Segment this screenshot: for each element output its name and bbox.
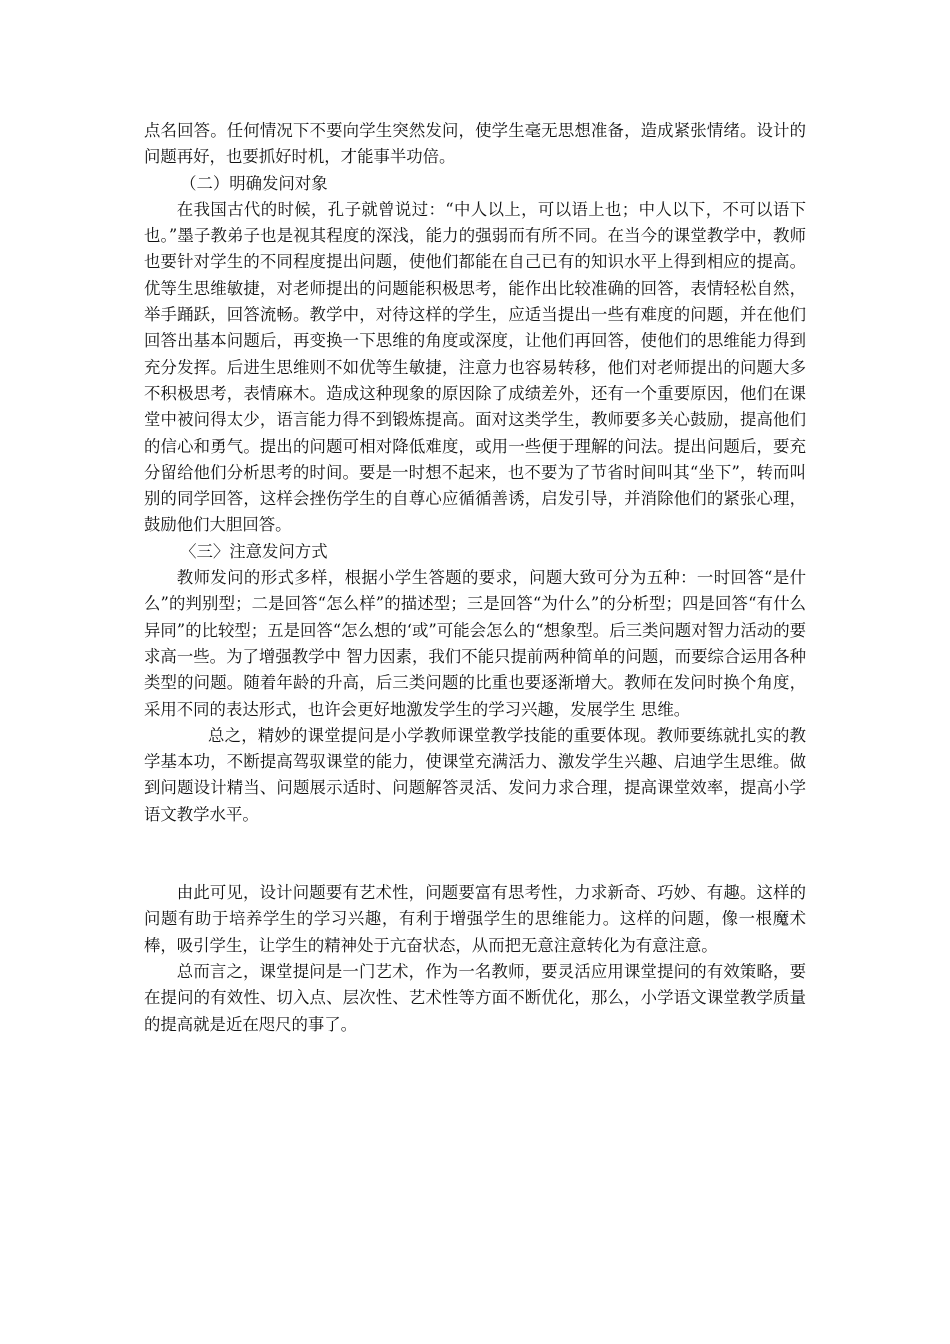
paragraph-summary: 总之，精妙的课堂提问是小学教师课堂教学技能的重要体现。教师要练就扎实的教学基本功，不断提高驾驭课堂的能力，使课堂充满活力、激发学生兴趣、启迪学生思维。做到问题设计精当、问题展示适时、问题解答灵活、发问力求合理，提高课堂效率，提高小学语文教学水平。 — [144, 725, 806, 824]
paragraph-question-target: 在我国古代的时候，孔子就曾说过：“中人以上，可以语上也；中人以下，不可以语下也。”墨子教弟子也是视其程度的深浅，能力的强弱而有所不同。在当今的课堂教学中，教师也要针对学生的不同程度提出问题，使他们都能在自己已有的知识水平上得到相应的提高。优等生思维敏捷，对老师提出的问题能积极思考，能作出比较准确的回答，表情轻松自然，举手踊跃，回答流畅。教学中，对待这样的学生，应适当提出一些有难度的问题，并在他们回答出基本问题后，再变换一下思维的角度或深度，让他们再回答，使他们的思维能力得到充分发挥。后进生思维则不如优等生敏捷，注意力也容易转移，他们对老师提出的问题大多不积极思考，表情麻木。造成这种现象的原因除了成绩差外，还有一个重要原因，他们在课堂中被问得太少，语言能力得不到锻炼提高。面对这类学生，教师要多关心鼓励，提高他们的信心和勇气。提出的问题可相对降低难度，或用一些便于理解的问法。提出问题后，要充分留给他们分析思考的时间。要是一时想不起来，也不要为了节省时间叫其“坐下”，转而叫别的同学回答，这样会挫伤学生的自尊心应循循善诱，启发引导，并消除他们的紧张心理，鼓励他们大胆回答。 — [144, 199, 806, 535]
document-body — [144, 118, 806, 1038]
section-heading-2: （二）明确发问对象 — [180, 173, 328, 193]
paragraph-question-style: 教师发问的形式多样，根据小学生答题的要求，问题大致可分为五种：一时回答“是什么”的判别型；二是回答“怎么样”的描述型；三是回答“为什么”的分析型；四是回答“有什么异同”的比较型；五是回答“怎么想的‘或”可能会怎么的“想象型。后三类问题对智力活动的要求高一些。为了增强教学中 智力因素，我们不能只提前两种简单的问题，而要综合运用各种类型的问题。随着年龄的升高，后三类问题的比重也要逐渐增大。教师在发问时换个角度，采用不同的表达形式，也许会更好地激发学生的学习兴趣，发展学生 思维。 — [144, 568, 806, 719]
paragraph-conclusion-2: 总而言之，课堂提问是一门艺术，作为一名教师，要灵活应用课堂提问的有效策略，要在提问的有效性、切入点、层次性、艺术性等方面不断优化，那么，小学语文课堂教学质量的提高就是近在咫尺的事了。 — [144, 961, 806, 1034]
paragraph-gap — [144, 828, 806, 880]
paragraph-conclusion-1: 由此可见，设计问题要有艺术性，问题要富有思考性，力求新奇、巧妙、有趣。这样的问题有助于培养学生的学习兴趣，有利于增强学生的思维能力。这样的问题，像一根魔术棒，吸引学生，让学生的精神处于亢奋状态，从而把无意注意转化为有意注意。 — [144, 883, 806, 955]
paragraph-continuation: 点名回答。任何情况下不要向学生突然发问，使学生毫无思想准备，造成紧张情绪。设计的问题再好，也要抓好时机，才能事半功倍。 — [144, 121, 806, 167]
section-heading-3: 〈三〉注意发问方式 — [180, 541, 328, 561]
